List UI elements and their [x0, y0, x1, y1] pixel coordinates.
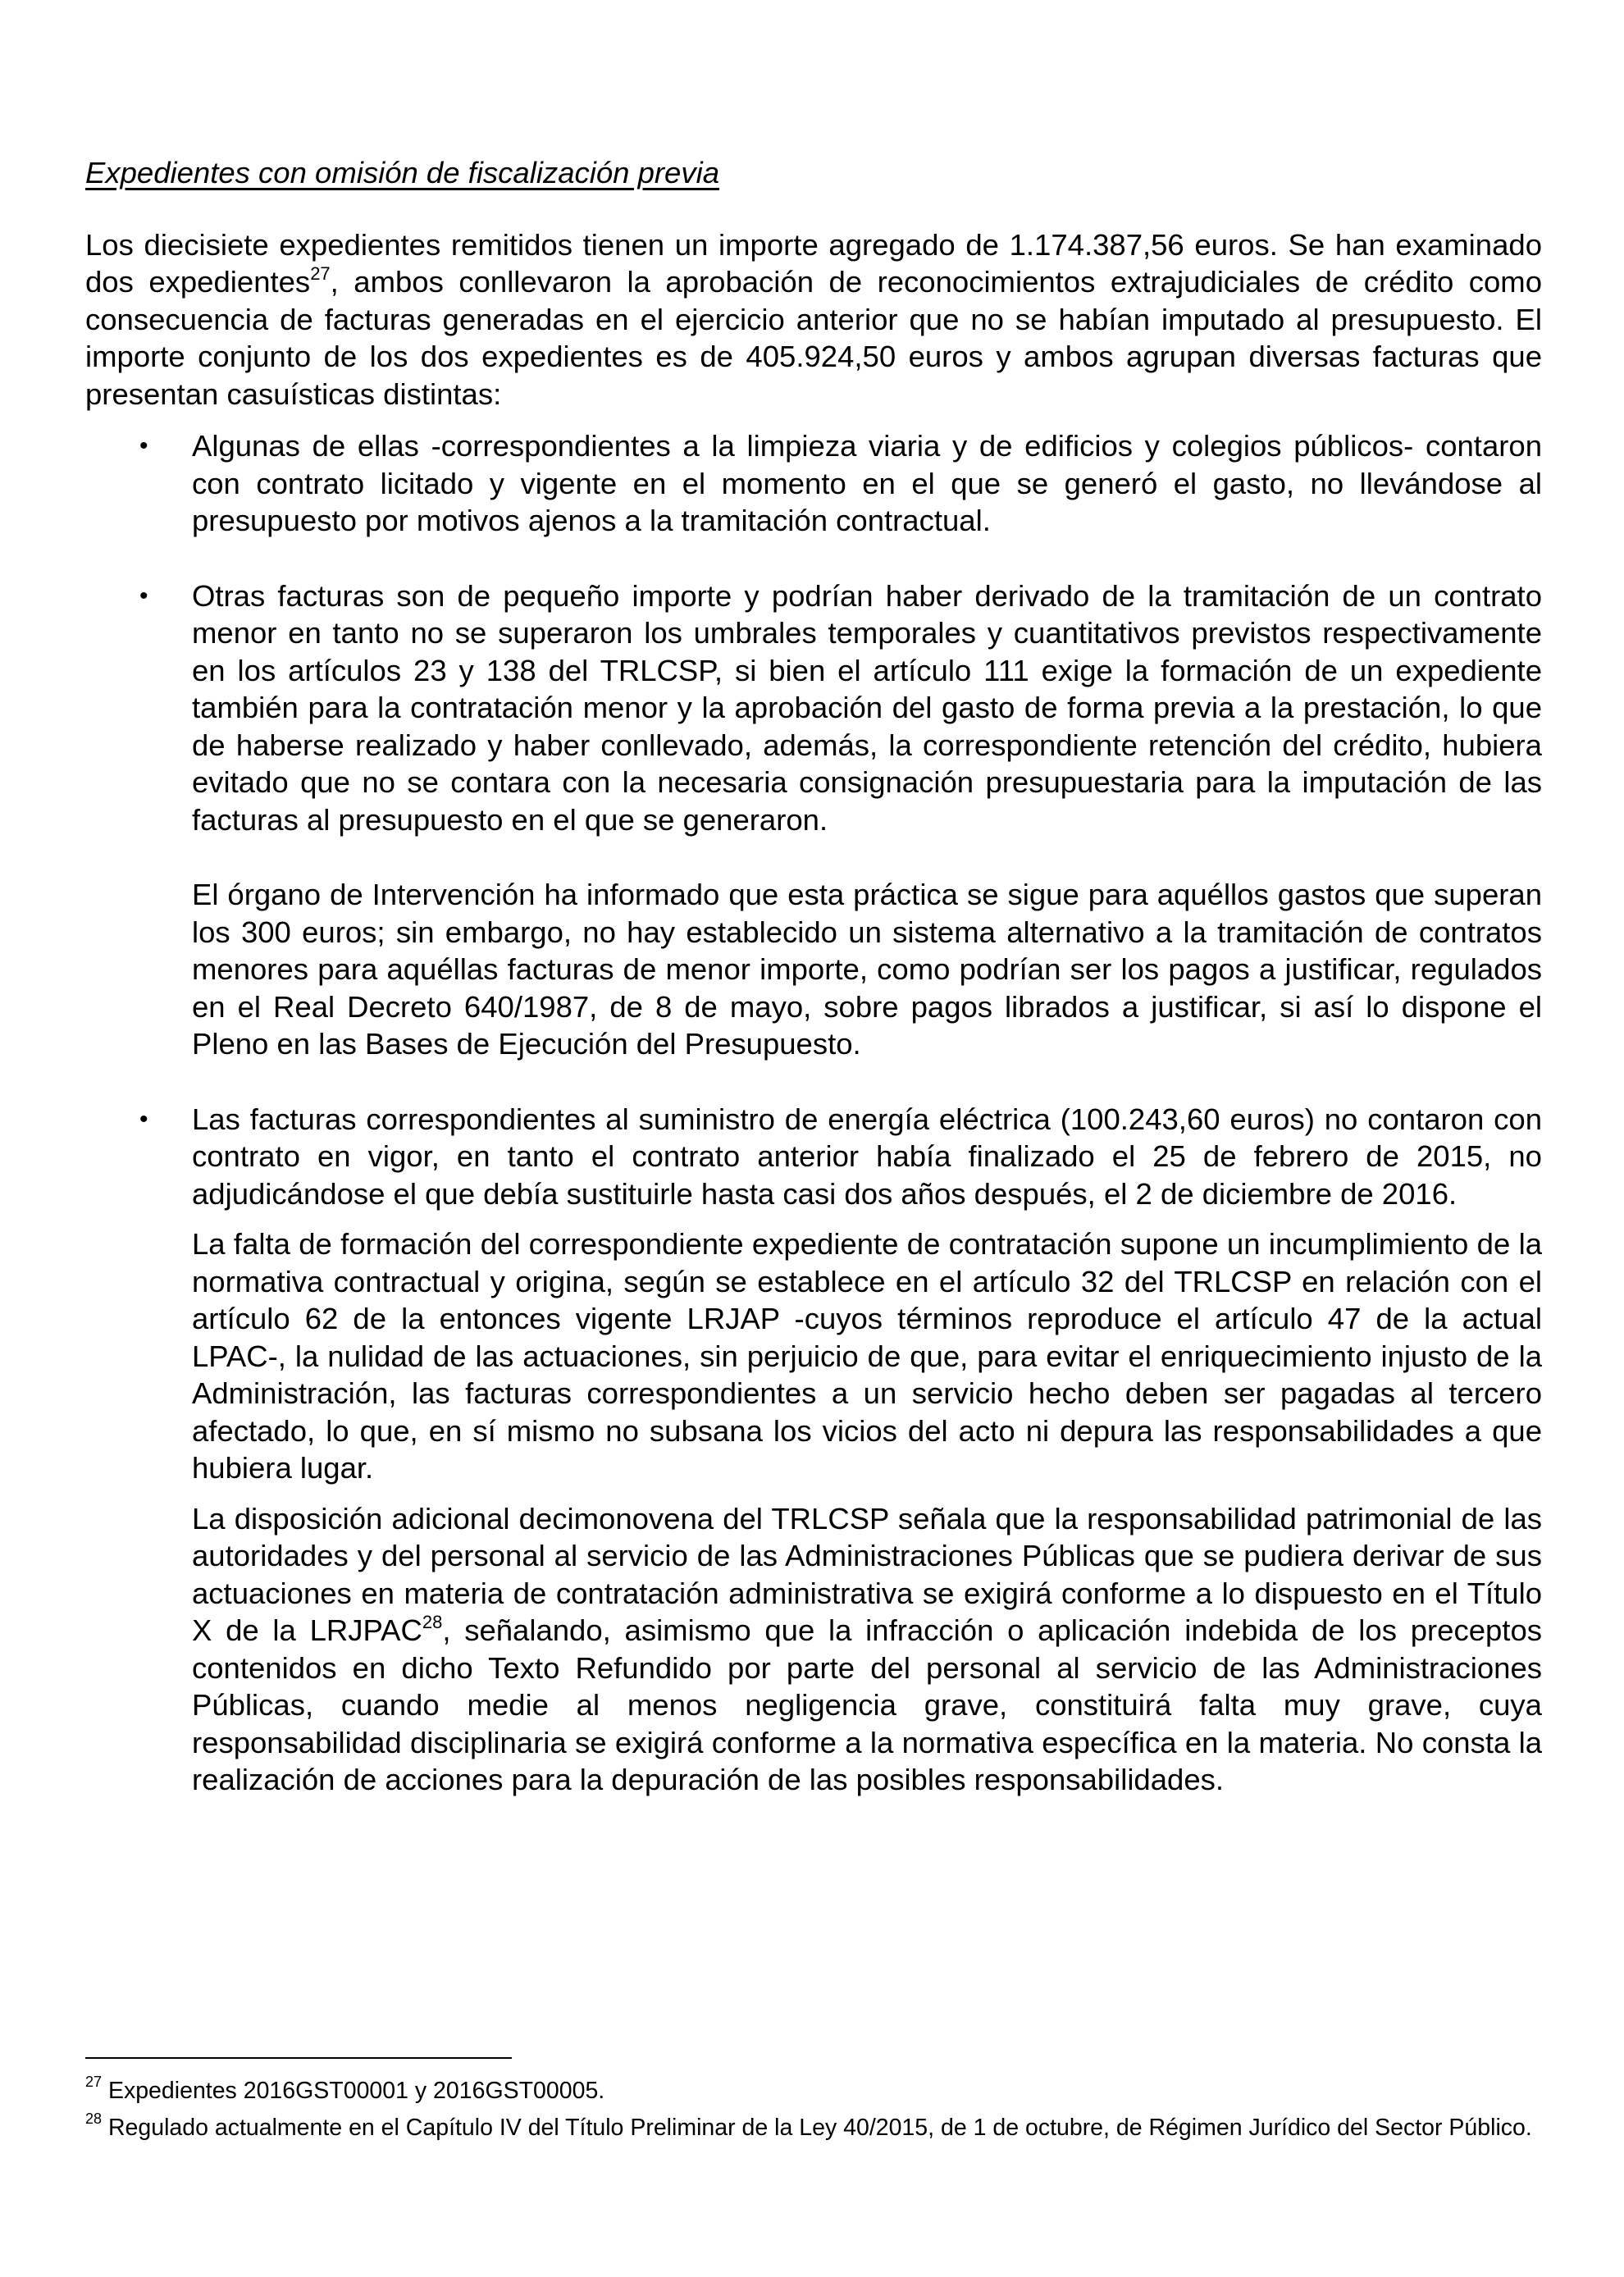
section-heading: Expedientes con omisión de fiscalización previa [85, 156, 720, 189]
footnote-separator [85, 2057, 512, 2059]
bullet-paragraph: Las facturas correspondientes al suministro de energía eléctrica (100.243,60 euros) no contaron con contrato en vigor, en tanto el contrato anterior había finalizado el 25 de febrero de 2015, no adjudicándose el que debía sustituirle hasta casi dos años después, el 2 de diciembre de 2016. [192, 1102, 1542, 1211]
footnote-27 [85, 2073, 1542, 2106]
intro-text-start: Los diecisiete expedientes remitidos tienen un importe agregado de 1.174.387,56 euros. Se han examinado dos expedientes [85, 227, 1542, 299]
footnotes [85, 2073, 1542, 2151]
bullet-dot-icon: • [139, 582, 148, 609]
bullet-dot-icon: • [139, 1105, 148, 1133]
footnote-28 [85, 2110, 1542, 2142]
bullet-paragraph: Algunas de ellas -correspondientes a la limpieza viaria y de edificios y colegios públicos- contaron con contrato licitado y vigente en el momento en el que se generó el gasto, no llevándose al presupuesto por motivos ajenos a la tramitación contractual. [192, 429, 1542, 537]
bullet-item-small-invoices [85, 577, 1542, 1063]
bullet-subparagraph: La falta de formación del correspondiente expediente de contratación supone un incumplimiento de la normativa contractual y origina, según se establece en el artículo 32 del TRLCSP en relación con el artículo 62 de la entonces vigente LRJAP -cuyos términos reproduce el artículo 47 de la actual LPAC-, la nulidad de las actuaciones, sin perjuicio de que, para evitar el enriquecimiento injusto de la Administración, las facturas correspondientes a un servicio hecho deben ser pagadas al tercero afectado, lo que, en sí mismo no subsana los vicios del acto ni depura las responsabilidades a que hubiera lugar. [192, 1227, 1542, 1485]
bullet-subparagraph-responsibility [192, 1500, 1542, 1799]
footnote-number: 27 [85, 2073, 103, 2090]
intro-text-end: , ambos conllevaron la aprobación de reconocimientos extrajudiciales de crédito como consecuencia de facturas generadas en el ejercicio anterior que no se habían imputado al presupuesto. El importe conjunto de los dos expedientes es de 405.924,50 euros y ambos agrupan diversas facturas que presentan casuísticas distintas: [85, 265, 1542, 411]
footnote-text: Expedientes 2016GST00001 y 2016GST00005. [102, 2078, 605, 2104]
footnote-ref-28[interactable]: 28 [422, 1611, 443, 1632]
bullet-item-cleaning [85, 427, 1542, 540]
footnote-number: 28 [85, 2110, 103, 2127]
bullet-dot-icon: • [139, 432, 148, 459]
responsibility-text-start: La disposición adicional decimonovena del TRLCSP señala que la responsabilidad patrimonial de las autoridades y del personal al servicio de las Administraciones Públicas que se pudiera derivar de sus actuaciones en materia de contratación administrativa se exigirá conforme a lo dispuesto en el Título X de la LRJPAC [192, 1501, 1542, 1647]
bullet-paragraph: Otras facturas son de pequeño importe y podrían haber derivado de la tramitación de un contrato menor en tanto no se superaron los umbrales temporales y cuantitativos previstos respectivamente en los artículos 23 y 138 del TRLCSP, si bien el artículo 111 exige la formación de un expediente también para la contratación menor y la aprobación del gasto de forma previa a la prestación, lo que de haberse realizado y haber conllevado, además, la correspondiente retención del crédito, hubiera evitado que no se contara con la necesaria consignación presupuestaria para la imputación de las facturas al presupuesto en el que se generaron. [192, 578, 1542, 837]
footnote-ref-27[interactable]: 27 [310, 262, 331, 284]
document-body [85, 154, 1542, 1799]
bullet-list [85, 427, 1542, 1799]
footnote-text: Regulado actualmente en el Capítulo IV del Título Preliminar de la Ley 40/2015, de 1 de octubre, de Régimen Jurídico del Sector Público. [102, 2115, 1532, 2141]
bullet-subparagraph: El órgano de Intervención ha informado que esta práctica se sigue para aquéllos gastos que superan los 300 euros; sin embargo, no hay establecido un sistema alternativo a la tramitación de contratos menores para aquéllas facturas de menor importe, como podrían ser los pagos a justificar, regulados en el Real Decreto 640/1987, de 8 de mayo, sobre pagos librados a justificar, si así lo dispone el Pleno en las Bases de Ejecución del Presupuesto. [192, 878, 1542, 1061]
responsibility-text-end: , señalando, asimismo que la infracción o aplicación indebida de los preceptos contenidos en dicho Texto Refundido por parte del personal al servicio de las Administraciones Públicas, cuando medie al menos negligencia grave, constituirá falta muy grave, cuya responsabilidad disciplinaria se exigirá conforme a la normativa específica en la materia. No consta la realización de acciones para la depuración de las posibles responsabilidades. [192, 1613, 1542, 1796]
intro-paragraph [85, 226, 1542, 413]
bullet-item-electricity [85, 1101, 1542, 1799]
